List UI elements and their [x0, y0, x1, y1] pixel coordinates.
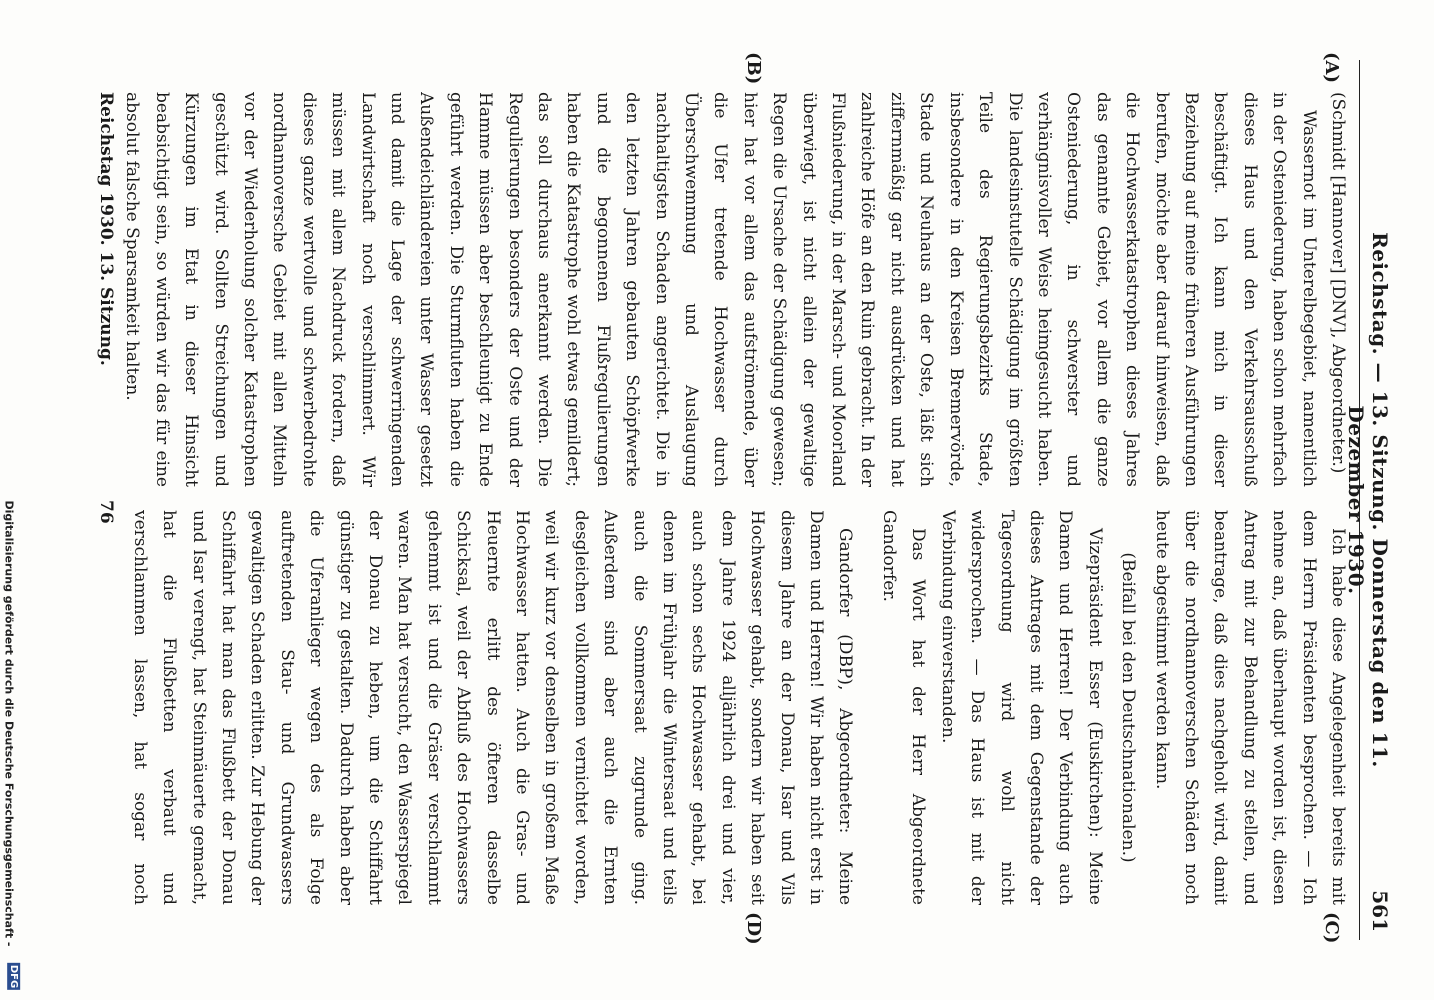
speaker-line: (Schmidt [Hannover] [DNV], Abgeordneter.)	[1328, 92, 1348, 474]
margin-marker-d: (D)	[743, 912, 764, 945]
paragraph: Das Wort hat der Herr Abgeordnete Gandorfer.	[878, 510, 929, 905]
right-column	[122, 510, 1352, 905]
page-number: 561	[1368, 890, 1392, 932]
footer-session: Reichstag 1930. 13. Sitzung.	[96, 92, 116, 366]
margin-marker-a: (A)	[1321, 52, 1342, 83]
paragraph: Gandorfer (DBP), Abgeordneter: Meine Damen und Herren! Wir haben nicht erst in diesem Jahre an der Donau, Isar und Vils Hochwasser gehabt, sondern wir haben seit dem Jahre 1924 alljährlich drei und vier, auch schon sechs Hochwasser gehabt, bei denen im Frühjahr die Wintersaat und teils auch die Sommersaat zugrunde ging. Außerdem sind aber auch die Ernten desgleichen vollkommen vernichtet worden, weil wir kurz vor denselben in großem Maße Hochwasser hatten. Auch die Gras- und Heuernte erlitt des öfteren dasselbe Schicksal, weil der Abfluß des Hochwassers gehemmt ist und die Gräser verschlammt waren. Man hat versucht, den Wasserspiegel der Donau zu heben, um die Schiffahrt günstiger zu gestalten. Dadurch haben aber die Uferanlieger wegen des als Folge auftretenden Stau- und Grundwassers gewaltigen Schaden erlitten. Zur Hebung der Schiffahrt hat man das Flußbett der Donau und Isar verengt, hat Steinmäuerte gemacht, hat die Flußbetten verbaut und verschlammen lassen, hat sogar noch	[129, 510, 856, 905]
stage-direction: (Beifall bei den Deutschnationalen.)	[1118, 552, 1139, 863]
paragraph: Wassernot im Unterelbegebiet, namentlich in der Osteniederung, haben schon mehrfach dieses Haus und den Verkehrsausschuß beschäftigt. Ich kann mich in dieser Beziehung auf meine früheren Ausführungen berufen, möchte aber darauf hinweisen, daß die Hochwasserkatastrophen dieses Jahres das genannte Gebiet, vor allem die ganze Osteniederung, in schwerster und verhängnisvoller Weise heimgesucht haben. Die landesinstutelle Schädigung im größten Teile des Regierungsbezirks Stade, insbesondere in den Kreisen Bremervörde, Stade und Neuhaus an der Oste, läßt sich ziffernmäßig gar nicht ausdrücken und hat zahlreiche Höfe an den Ruin gebracht. In der Flußniederung, in der Marsch- und Moorland überwiegt, ist nicht allein der gewaltige Regen die Ursache der Schädigung gewesen; hier hat vor allem das aufströmende, über die Ufer tretende Hochwasser durch Überschwemmung und Auslaugung nachhaltigsten Schaden angerichtet. Die in den letzten Jahren gebauten Schöpfwerke und die begonnenen Flußregulierungen haben die Katastrophe wohl etwas gemildert; das soll durchaus anerkannt werden. Die Regulierungen besonders der Oste und der Hamme müssen aber beschleunigt zu Ende geführt werden. Die Sturmfluten haben die Außendeichländereien unter Wasser gesetzt und damit die Lage der schwerringenden Landwirtschaft noch verschlimmert. Wir müssen mit allem Nachdruck fordern, daß dieses ganze wertvolle und schwerbedrohte nordhannoversche Gebiet mit allen Mitteln vor der Wiederholung solcher Katastrophen geschützt wird. Sollten Streichungen und Kürzungen im Etat in dieser Hinsicht beabsichtigt sein, so würden wir das für eine absolut falsche Sparsamkeit halten.	[122, 92, 1319, 487]
paragraph: Vizepräsident Esser (Euskirchen): Meine Damen und Herren! Der Verbindung auch dieses Antrages mit dem Gegenstande der Tagesordnung wird wohl nicht widersprochen. — Das Haus ist mit der Verbindung einverstanden.	[937, 510, 1105, 905]
page-header	[1344, 60, 1394, 940]
left-column	[122, 92, 1352, 487]
sidebar-credit	[0, 0, 18, 1000]
margin-marker-b: (B)	[743, 52, 764, 85]
page-title: Reichstag. — 13. Sitzung. Donnerstag den 11. Dezember 1930.	[1344, 232, 1392, 768]
spacer	[860, 510, 874, 905]
margin-marker-c: (C)	[1321, 912, 1342, 944]
footer-number: 76	[96, 500, 116, 524]
paragraph: Ich habe diese Angelegenheit bereits mit dem Herrn Präsidenten besprochen. — Ich nehme an, daß überhaupt worden ist, diesen Antrag mit zur Behandlung zu stellen, und beantrage, daß dies nachgeholt wird, damit über die nordhannoverschen Schäden noch heute abgestimmt werden kann.	[1151, 510, 1348, 905]
sidebar-text: Digitalisierung gefördert durch die Deutsche Forschungsgemeinschaft -	[2, 500, 16, 947]
dfg-logo: DFG	[8, 964, 20, 989]
